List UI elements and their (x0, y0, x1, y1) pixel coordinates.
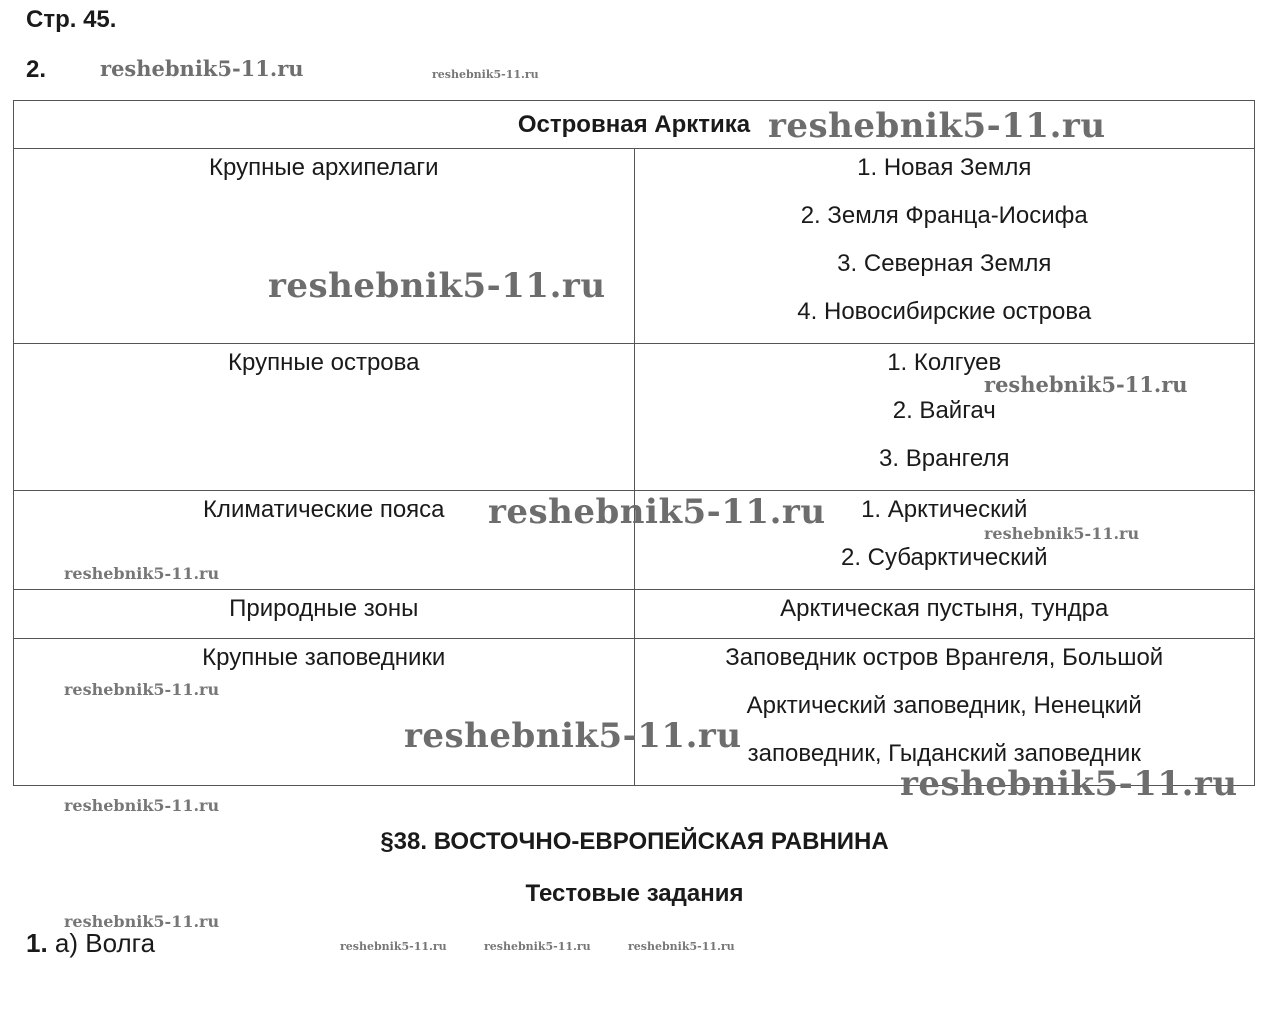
watermark-logo: reshebnik5-11.ru (404, 716, 742, 756)
value-line: 1. Новая Земля (857, 154, 1032, 181)
watermark-logo: reshebnik5-11.ru (64, 564, 220, 583)
section-title: §38. ВОСТОЧНО-ЕВРОПЕЙСКАЯ РАВНИНА (380, 828, 889, 855)
value-line: Арктический заповедник, Ненецкий (746, 692, 1142, 719)
watermark-logo: reshebnik5-11.ru (488, 492, 826, 532)
value-line: 2. Вайгач (892, 397, 996, 424)
row-category: Крупные острова (14, 344, 635, 491)
watermark-logo: reshebnik5-11.ru (268, 266, 606, 306)
watermark-logo: reshebnik5-11.ru (768, 106, 1106, 146)
row-category: Природные зоны (14, 590, 635, 639)
page-reference: Стр. 45. (26, 6, 117, 33)
watermark-logo: reshebnik5-11.ru (432, 68, 539, 81)
value-line: 4. Новосибирские острова (797, 298, 1092, 325)
table-title: Островная Арктика (14, 101, 1255, 149)
row-values (634, 344, 1255, 491)
watermark-logo: reshebnik5-11.ru (628, 940, 735, 953)
value-line: заповедник, Гыданский заповедник (747, 740, 1141, 767)
watermark-logo: reshebnik5-11.ru (64, 796, 220, 815)
answer-line (26, 928, 155, 959)
value-line: 1. Арктический (861, 496, 1028, 523)
watermark-logo: reshebnik5-11.ru (64, 912, 220, 931)
watermark-logo: reshebnik5-11.ru (900, 764, 1238, 804)
answer-number: 1. (26, 928, 48, 958)
answer-text: а) Волга (54, 928, 156, 958)
table-row (14, 590, 1255, 639)
watermark-logo: reshebnik5-11.ru (340, 940, 447, 953)
task-number: 2. (26, 56, 47, 83)
row-category: Крупные архипелаги (14, 149, 635, 344)
section-subtitle: Тестовые задания (525, 880, 744, 907)
watermark-logo: reshebnik5-11.ru (984, 524, 1140, 543)
row-category: Климатические пояса (14, 491, 635, 590)
watermark-logo: reshebnik5-11.ru (484, 940, 591, 953)
watermark-logo: reshebnik5-11.ru (64, 680, 220, 699)
value-line: Арктическая пустыня, тундра (780, 595, 1109, 622)
row-values (634, 590, 1255, 639)
value-line: 3. Врангеля (879, 445, 1010, 472)
value-line: 2. Субарктический (840, 544, 1048, 571)
table-row (14, 344, 1255, 491)
watermark-logo: reshebnik5-11.ru (984, 372, 1188, 397)
value-line: 1. Колгуев (887, 349, 1002, 376)
value-line: 3. Северная Земля (837, 250, 1052, 277)
watermark-logo: reshebnik5-11.ru (100, 56, 304, 81)
table-row (14, 149, 1255, 344)
value-line: Заповедник остров Врангеля, Большой (725, 644, 1164, 671)
row-category: Крупные заповедники (14, 639, 635, 786)
row-values (634, 149, 1255, 344)
value-line: 2. Земля Франца-Иосифа (800, 202, 1088, 229)
